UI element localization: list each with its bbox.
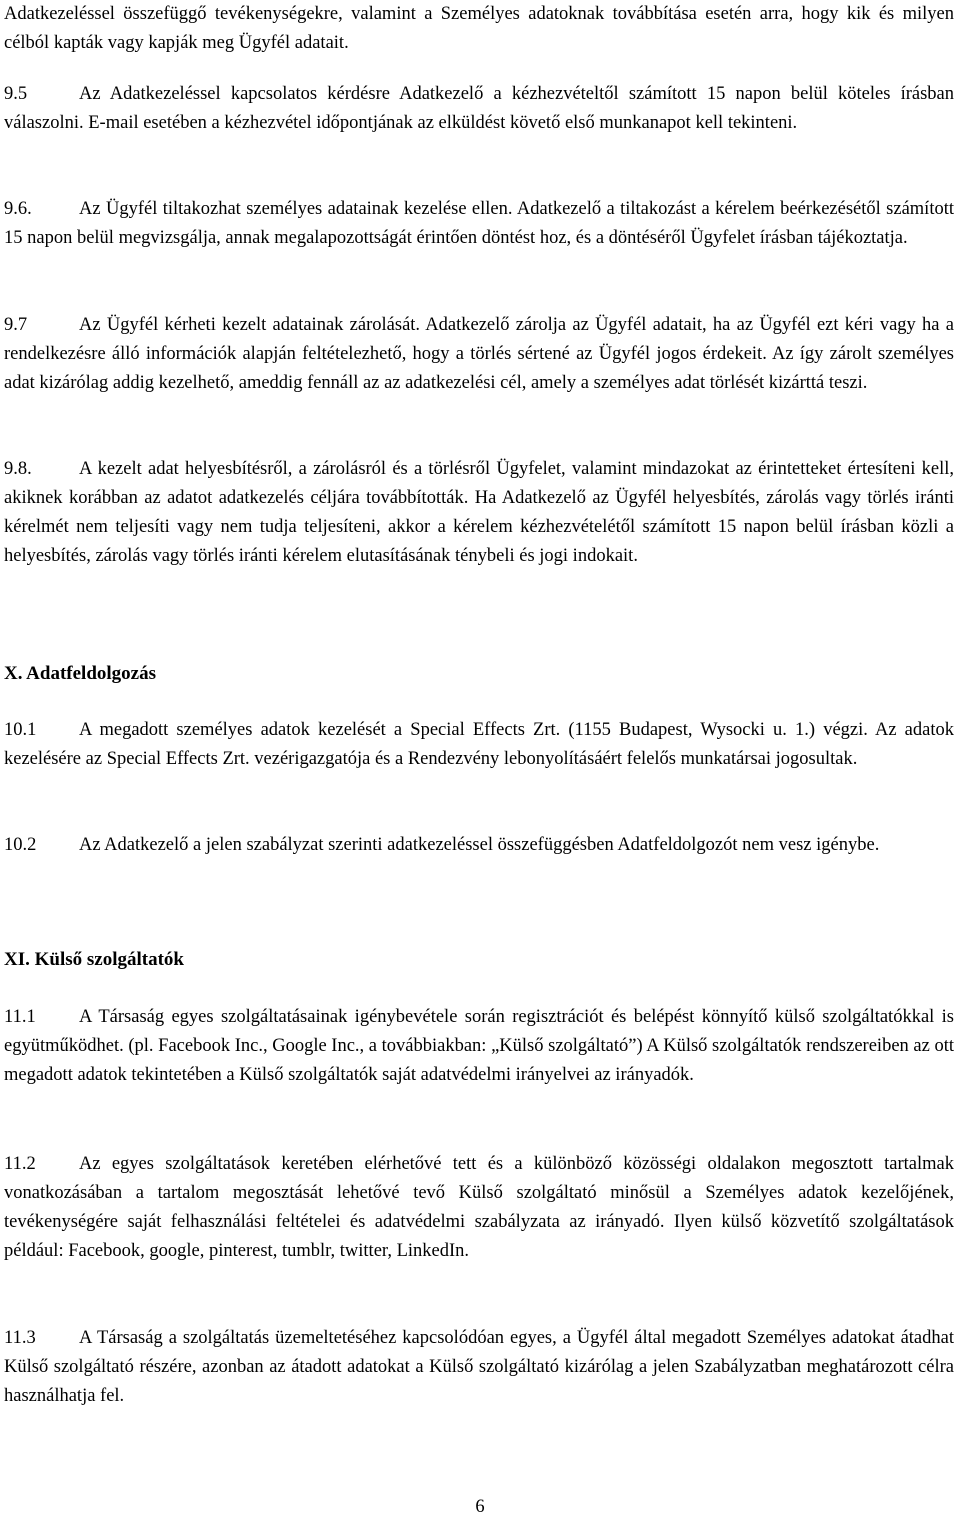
paragraph-11-1 <box>4 1003 954 1090</box>
paragraph-text: A Társaság a szolgáltatás üzemeltetéséhez kapcsolódóan egyes, a Ügyfél által megadott Személyes adatokat átadhat Külső szolgáltató részére, azonban az átadott adatokat a Külső szolgáltató kizárólag a jelen Szabályzatban meghatározott célra használhatja fel. <box>4 1328 954 1406</box>
paragraph-11-3 <box>4 1324 954 1411</box>
paragraph-11-2 <box>4 1150 954 1266</box>
page-number: 6 <box>475 1497 485 1517</box>
section-heading-x: X. Adatfeldolgozás <box>4 663 156 684</box>
paragraph-number: 9.5 <box>4 84 28 104</box>
paragraph-text: Az Ügyfél tiltakozhat személyes adatainak kezelése ellen. Adatkezelő a tiltakozást a kérelem beérkezésétől számított 15 napon belül megvizsgálja, annak megalapozottságát érintően döntést hoz, és a döntéséről Ügyfelet írásban tájékoztatja. <box>4 199 954 248</box>
paragraph-text: Az Ügyfél kérheti kezelt adatainak zárolását. Adatkezelő zárolja az Ügyfél adatait, ha az Ügyfél ezt kéri vagy ha a rendelkezésre álló információk alapján feltételezhető, hogy a törlés sértené az Ügyfél jogos érdekeit. Az így zárolt személyes adat kizárólag addig kezelhető, ameddig fennáll az az adatkezelési cél, amely a személyes adat törlését kizárttá teszi. <box>4 315 954 393</box>
section-heading-xi: XI. Külső szolgáltatók <box>4 949 184 970</box>
paragraph-number: 9.7 <box>4 315 28 335</box>
paragraph-9-7 <box>4 311 954 398</box>
paragraph-number: 9.8. <box>4 459 32 479</box>
intro-paragraph <box>4 0 954 58</box>
paragraph-9-5 <box>4 80 954 138</box>
paragraph-9-8 <box>4 455 954 571</box>
paragraph-text: Az Adatkezeléssel kapcsolatos kérdésre Adatkezelő a kézhezvételtől számított 15 napon belül köteles írásban válaszolni. E-mail esetében a kézhezvétel időpontjának az elküldést követő első munkanapot kell tekinteni. <box>4 84 954 133</box>
paragraph-text: Az egyes szolgáltatások keretében elérhetővé tett és a különböző közösségi oldalakon megosztott tartalmak vonatkozásában a tartalom megosztását lehetővé tevő Külső szolgáltató minősül a Személyes adatok kezelőjének, tevékenységére saját felhasználási feltételei és adatvédelmi szabályzata az irányadó. Ilyen külső közvetítő szolgáltatások például: Facebook, google, pinterest, tumblr, twitter, LinkedIn. <box>4 1154 954 1261</box>
paragraph-number: 11.1 <box>4 1007 36 1027</box>
intro-text: Adatkezeléssel összefüggő tevékenységekre, valamint a Személyes adatoknak továbbítása esetén arra, hogy kik és milyen célból kapták vagy kapják meg Ügyfél adatait. <box>4 4 954 53</box>
paragraph-text: A Társaság egyes szolgáltatásainak igénybevétele során regisztrációt és belépést könnyítő külső szolgáltatókkal is együtműködhet. (pl. Facebook Inc., Google Inc., a továbbiakban: „Külső szolgáltató”) A Külső szolgáltatók rendszereiben az ott megadott adatok tekintetében a Külső szolgáltatók saját adatvédelmi irányelvei az irányadók. <box>4 1007 954 1085</box>
paragraph-text: Az Adatkezelő a jelen szabályzat szerinti adatkezeléssel összefüggésben Adatfeldolgozót nem vesz igénybe. <box>79 835 880 855</box>
paragraph-text: A megadott személyes adatok kezelését a Special Effects Zrt. (1155 Budapest, Wysocki u. 1.) végzi. Az adatok kezelésére az Special Effects Zrt. vezérigazgatója és a Rendezvény lebonyolításáért felelős munkatársai jogosultak. <box>4 720 954 769</box>
paragraph-10-2 <box>4 831 954 860</box>
paragraph-number: 10.1 <box>4 720 37 740</box>
paragraph-number: 11.3 <box>4 1328 36 1348</box>
paragraph-number: 9.6. <box>4 199 32 219</box>
paragraph-number: 11.2 <box>4 1154 36 1174</box>
paragraph-10-1 <box>4 716 954 774</box>
paragraph-number: 10.2 <box>4 835 37 855</box>
paragraph-9-6 <box>4 195 954 253</box>
paragraph-text: A kezelt adat helyesbítésről, a zárolásról és a törlésről Ügyfelet, valamint mindazokat az érintetteket értesíteni kell, akiknek korábban az adatot adatkezelés céljára továbbították. Ha Adatkezelő az Ügyfél helyesbítés, zárolás vagy törlés iránti kérelmét nem teljesíti vagy nem tudja teljesíteni, akkor a kérelem kézhezvételétől számított 15 napon belül írásban közli a helyesbítés, zárolás vagy törlés iránti kérelem elutasításának ténybeli és jogi indokait. <box>4 459 954 566</box>
